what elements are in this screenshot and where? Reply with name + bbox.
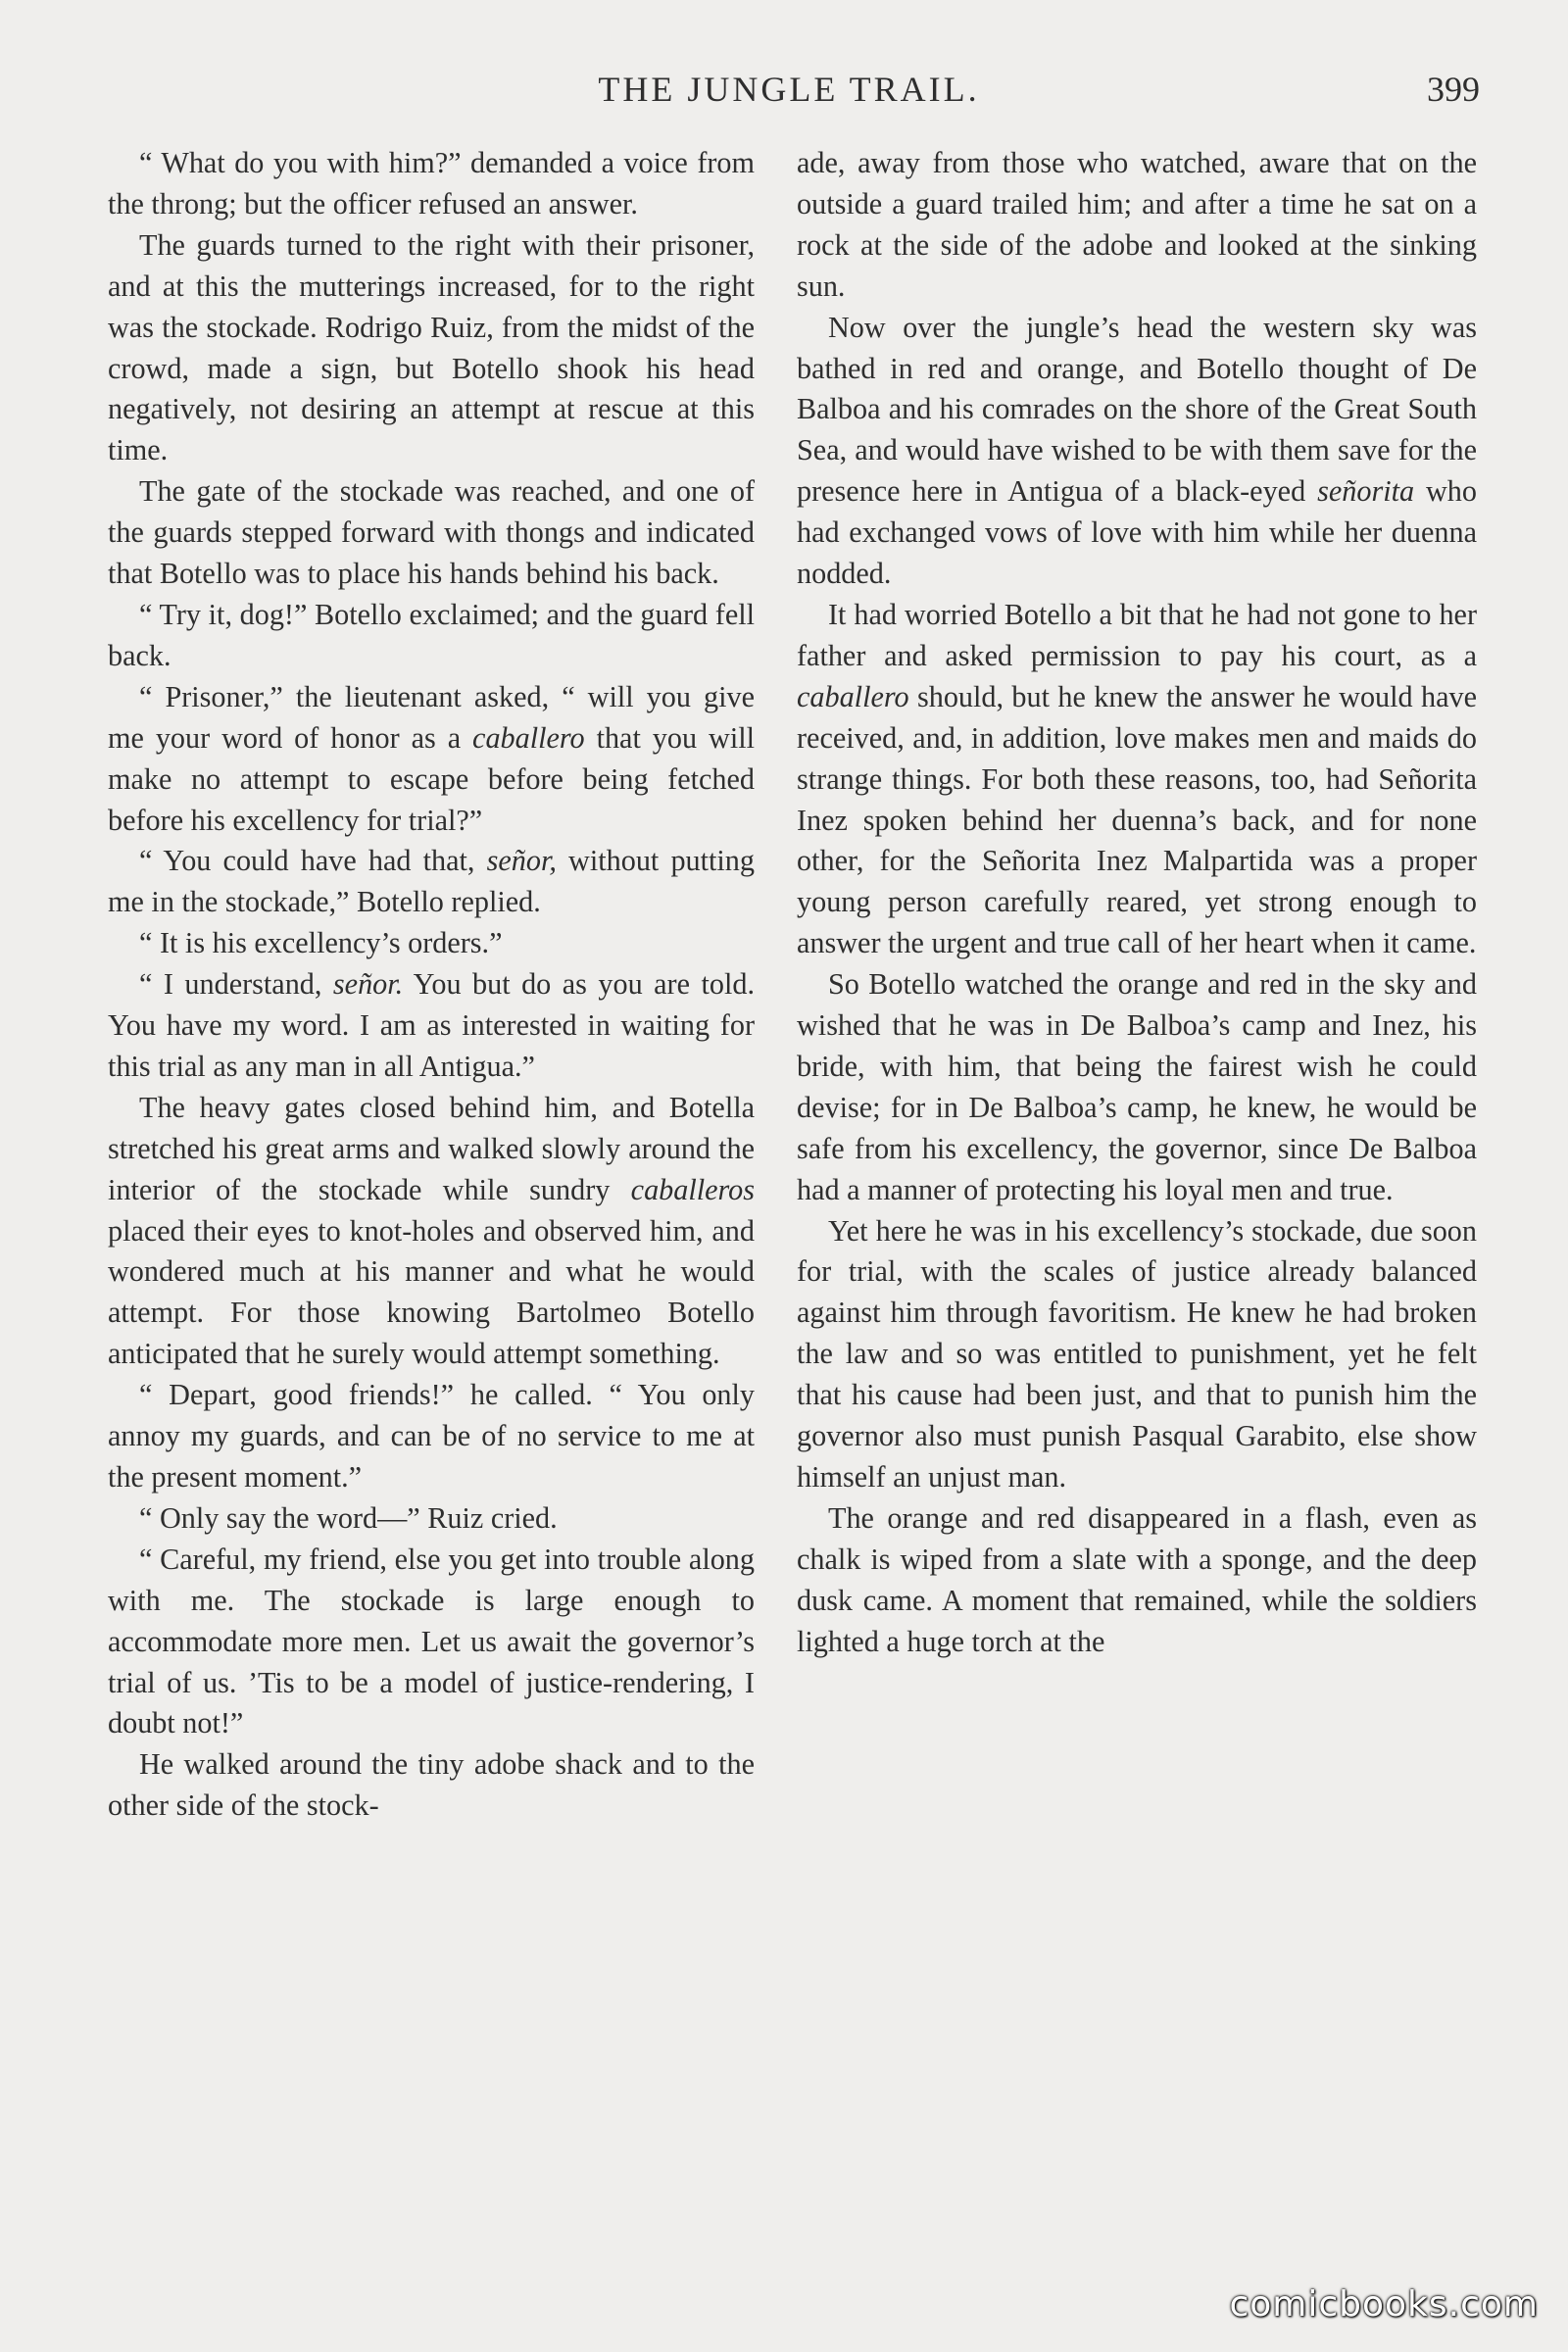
paragraph: “ What do you with him?” demanded a voice from the throng; but the officer refused an answer. bbox=[108, 146, 755, 220]
paragraph: “ Try it, dog!” Botello exclaimed; and the guard fell back. bbox=[108, 597, 755, 672]
paragraph: “ I understand, señor. You but do as you are told. You have my word. I am as interested in waiting for this trial as any man in all Antigua.” bbox=[108, 967, 755, 1083]
page-number: 399 bbox=[1427, 70, 1480, 109]
right-text-column bbox=[797, 143, 1477, 1663]
paragraph: The gate of the stockade was reached, and one of the guards stepped forward with thongs and indicated that Botello was to place his hands behind his back. bbox=[108, 474, 755, 591]
paragraph: Now over the jungle’s head the western sky was bathed in red and orange, and Botello thought of De Balboa and his comrades on the shore of the Great South Sea, and would have wished to be with them save for the presence here in Antigua of a black-eyed señorita who had exchanged vows of love with him while her duenna nodded. bbox=[797, 310, 1477, 591]
paragraph: ade, away from those who watched, aware that on the outside a guard trailed him; and after a time he sat on a rock at the side of the adobe and looked at the sinking sun. bbox=[797, 146, 1477, 303]
left-text-column bbox=[108, 143, 755, 1827]
paragraph: The orange and red disappeared in a flash, even as chalk is wiped from a slate with a sponge, and the deep dusk came. A moment that remained, while the soldiers lighted a huge torch at the bbox=[797, 1500, 1477, 1658]
paragraph: “ Depart, good friends!” he called. “ You only annoy my guards, and can be of no service to me at the present moment.” bbox=[108, 1378, 755, 1494]
paragraph: “ You could have had that, señor, without putting me in the stockade,” Botello replied. bbox=[108, 844, 755, 919]
paragraph: It had worried Botello a bit that he had not gone to her father and asked permission to pay his court, as a caballero should, but he knew the answer he would have received, and, in addition, love makes men and maids do strange things. For both these reasons, too, had Señorita Inez spoken behind her duenna’s back, and for none other, for the Señorita Inez Malpartida was a proper young person carefully reared, yet strong enough to answer the urgent and true call of her heart when it came. bbox=[797, 597, 1477, 960]
paragraph: “ Prisoner,” the lieutenant asked, “ will you give me your word of honor as a caballero that you will make no attempt to escape before being fetched before his excellency for trial?” bbox=[108, 679, 755, 837]
page-title: THE JUNGLE TRAIL. bbox=[598, 70, 980, 109]
watermark-logo: comicbooks.com bbox=[1229, 2284, 1539, 2325]
paragraph: He walked around the tiny adobe shack and to the other side of the stock- bbox=[108, 1747, 755, 1823]
paragraph: Yet here he was in his excellency’s stockade, due soon for trial, with the scales of justice already balanced against him through favoritism. He knew he had broken the law and so was entitled to punishment, yet he felt that his cause had been just, and that to punish him the governor also must punish Pasqual Garabito, else show himself an unjust man. bbox=[797, 1213, 1477, 1494]
running-header bbox=[98, 69, 1480, 118]
paragraph: “ Only say the word—” Ruiz cried. bbox=[139, 1500, 558, 1535]
paragraph: The heavy gates closed behind him, and Botella stretched his great arms and walked slowly around the interior of the stockade while sundry caballeros placed their eyes to knot-holes and observed him, and wondered much at his manner and what he would attempt. For those knowing Bartolmeo Botello anticipated that he surely would attempt something. bbox=[108, 1090, 755, 1371]
paragraph: “ It is his excellency’s orders.” bbox=[139, 926, 503, 960]
paragraph: The guards turned to the right with their prisoner, and at this the mutterings increased, for to the right was the stockade. Rodrigo Ruiz, from the midst of the crowd, made a sign, but Botello shook his head negatively, not desiring an attempt at rescue at this time. bbox=[108, 227, 755, 467]
paragraph: So Botello watched the orange and red in the sky and wished that he was in De Balboa’s camp and Inez, his bride, with him, that being the fairest wish he could devise; for in De Balboa’s camp, he knew, he would be safe from his excellency, the governor, since De Balboa had a manner of protecting his loyal men and true. bbox=[797, 967, 1477, 1206]
paragraph: “ Careful, my friend, else you get into trouble along with me. The stockade is large enough to accommodate more men. Let us await the governor’s trial of us. ’Tis to be a model of justice-rendering, I doubt not!” bbox=[108, 1542, 755, 1740]
